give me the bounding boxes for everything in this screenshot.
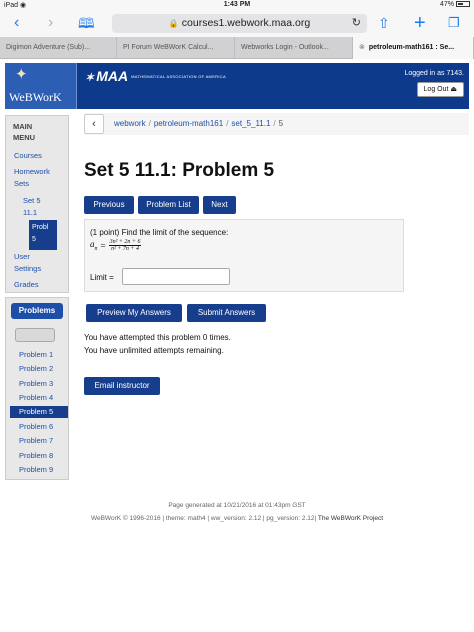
current-problem-link[interactable]: Probl 5 xyxy=(29,220,57,250)
star-logo-icon: ✦ xyxy=(15,66,28,83)
limit-label: Limit = xyxy=(90,273,114,282)
fraction-numerator: 3n² + 2n + 6 xyxy=(109,239,141,245)
problem-link[interactable]: Problem 1 xyxy=(19,350,54,359)
fraction-denominator: n² + 7n + 4 xyxy=(111,246,139,252)
page-title: Set 5 11.1: Problem 5 xyxy=(84,160,275,181)
courses-link[interactable]: Courses xyxy=(14,151,42,160)
problem-link[interactable]: Problem 9 xyxy=(19,465,54,474)
problems-panel xyxy=(5,297,69,480)
device-name: iPad ◉ xyxy=(4,2,27,9)
breadcrumb: ‹ webwork / petroleum-math161 / set_5_11.1 / 5 xyxy=(84,113,469,135)
problem-panel xyxy=(84,219,404,292)
problems-progress-box xyxy=(15,328,55,342)
limit-answer-input[interactable] xyxy=(122,268,230,285)
maa-star-icon: ✶ xyxy=(85,72,95,84)
browser-tab[interactable]: PI Forum WeBWorK Calcul... xyxy=(117,37,235,59)
lock-icon: 🔒 xyxy=(168,19,179,28)
footer-copyright: WeBWorK © 1996-2016 | theme: math4 | ww_version: 2.12 | pg_version: 2.12| The WeBWorK Project xyxy=(90,515,384,522)
battery-icon xyxy=(456,1,470,7)
submit-answers-button[interactable]: Submit Answers xyxy=(187,304,266,322)
problem-link[interactable]: Problem 7 xyxy=(19,436,54,445)
next-button[interactable]: Next xyxy=(203,196,236,214)
back-arrow-icon[interactable]: ‹ xyxy=(14,14,20,31)
clock: 1:43 PM xyxy=(223,1,251,8)
browser-tab[interactable]: Digimon Adventure (Sub)... xyxy=(0,37,117,59)
browser-toolbar xyxy=(0,11,474,37)
user-settings-link[interactable]: User Settings xyxy=(14,252,42,273)
attempts-remaining-text: You have unlimited attempts remaining. xyxy=(84,346,224,355)
webwork-header xyxy=(5,63,469,109)
breadcrumb-course[interactable]: petroleum-math161 xyxy=(153,119,224,128)
logo-text: WeBWorK xyxy=(9,90,62,104)
webwork-logo[interactable] xyxy=(5,63,77,109)
grades-link[interactable]: Grades xyxy=(14,280,39,289)
wifi-icon: ◉ xyxy=(19,2,27,9)
problem-text: (1 point) Find the limit of the sequence: xyxy=(90,228,229,237)
problem-link[interactable]: Problem 8 xyxy=(19,451,54,460)
logged-in-text: Logged in as 7143. xyxy=(404,70,464,77)
main-menu xyxy=(5,115,69,293)
breadcrumb-set[interactable]: set_5_11.1 xyxy=(231,119,271,128)
breadcrumb-problem: 5 xyxy=(278,119,284,128)
share-icon[interactable]: ⇧ xyxy=(378,15,390,31)
homework-sets-link[interactable]: Homework Sets xyxy=(14,167,50,188)
footer-generated: Page generated at 10/21/2016 at 01:43pm GST xyxy=(168,502,306,509)
attempts-text: You have attempted this problem 0 times. xyxy=(84,333,231,342)
sequence-formula: $a_n$ = $\frac{\text{3n² + 2n + 6}}{\text{n² + 7n + 4}}$ xyxy=(90,239,141,252)
problem-link[interactable]: Problem 2 xyxy=(19,364,54,373)
bookmarks-icon[interactable]: 🕮 xyxy=(78,15,95,31)
previous-button[interactable]: Previous xyxy=(84,196,134,214)
email-instructor-button[interactable]: Email instructor xyxy=(84,377,160,395)
browser-tab-active[interactable]: ⊗ petroleum-math161 : Se... xyxy=(353,37,474,59)
new-tab-icon[interactable]: + xyxy=(414,12,426,34)
reload-icon[interactable]: ↻ xyxy=(351,17,361,29)
tabs-icon[interactable]: ❐ xyxy=(448,15,460,30)
problem-list-button[interactable]: Problem List xyxy=(138,196,199,214)
maa-logo[interactable]: ✶ MAA $^{MATHEMATICAL ASSOCIATION OF AMERICA}$ xyxy=(85,68,226,84)
browser-tab[interactable]: Webworks Login - Outlook... xyxy=(235,37,353,59)
problem-link[interactable]: Problem 3 xyxy=(19,379,54,388)
breadcrumb-webwork[interactable]: webwork xyxy=(114,119,146,128)
problem-link[interactable]: Problem 6 xyxy=(19,422,54,431)
problems-title: Problems xyxy=(11,303,63,319)
logout-button[interactable]: Log Out ⏏ xyxy=(417,82,464,97)
url-text: courses1.webwork.maa.org xyxy=(181,17,311,29)
address-bar[interactable] xyxy=(112,14,367,33)
forward-arrow-icon[interactable]: › xyxy=(48,14,54,31)
main-menu-title: MAIN MENU xyxy=(13,122,36,142)
problem-link-active[interactable]: Problem 5 xyxy=(10,406,68,418)
webwork-project-link[interactable]: The WeBWorK Project xyxy=(317,515,384,522)
battery-status: 47% xyxy=(440,1,470,8)
preview-answers-button[interactable]: Preview My Answers xyxy=(86,304,182,322)
tab-bar xyxy=(0,37,474,59)
set-link[interactable]: Set 5 11.1 xyxy=(23,196,41,217)
problem-link[interactable]: Problem 4 xyxy=(19,393,54,402)
close-tab-icon[interactable]: ⊗ xyxy=(359,44,365,51)
back-chevron-icon[interactable]: ‹ xyxy=(84,114,104,134)
status-bar xyxy=(0,0,474,11)
